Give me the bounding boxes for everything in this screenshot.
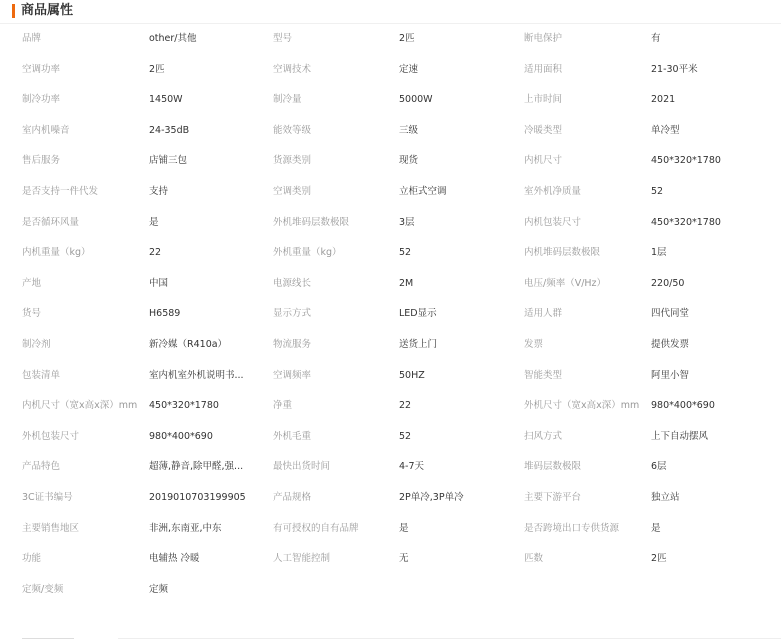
attribute-label-text: 内机重量（kg） <box>22 247 91 259</box>
attribute-row <box>0 177 781 208</box>
attribute-label <box>524 483 651 514</box>
bottom-divider-right <box>118 638 781 639</box>
attribute-value-text: 是 <box>651 522 661 534</box>
attribute-label <box>524 238 651 269</box>
attribute-label <box>273 85 399 116</box>
attribute-value <box>651 238 781 269</box>
attribute-value <box>399 299 524 330</box>
attribute-label <box>273 483 399 514</box>
attribute-label-text: 电压/频率（V/Hz） <box>524 277 607 289</box>
attribute-label-text: 室外机净质量 <box>524 185 582 197</box>
attribute-label <box>524 177 651 208</box>
attribute-label-text: 是否支持一件代发 <box>22 185 99 197</box>
attribute-value <box>651 483 781 514</box>
attribute-value-text: 非洲,东南亚,中东 <box>149 522 222 534</box>
attribute-value <box>399 483 524 514</box>
attribute-value-text: 980*400*690 <box>651 400 715 412</box>
attribute-label <box>524 330 651 361</box>
attribute-label <box>0 330 149 361</box>
attribute-value-text: 980*400*690 <box>149 430 213 442</box>
attribute-value <box>399 514 524 545</box>
attribute-row <box>0 269 781 300</box>
attribute-row <box>0 422 781 453</box>
attribute-value-text: 提供发票 <box>651 338 690 350</box>
attribute-value-text: 支持 <box>149 185 169 197</box>
attribute-value <box>399 208 524 239</box>
attribute-label <box>524 514 651 545</box>
attribute-label <box>524 299 651 330</box>
attribute-value-text: 450*320*1780 <box>651 216 721 228</box>
attribute-value-text: 新冷媒（R410a） <box>149 338 228 350</box>
attribute-label <box>273 146 399 177</box>
attribute-value-text: 电辅热 冷暖 <box>149 553 200 565</box>
attribute-value <box>651 422 781 453</box>
accent-bar <box>12 4 15 18</box>
attribute-label <box>0 299 149 330</box>
attribute-label <box>0 85 149 116</box>
attribute-value <box>149 24 273 55</box>
attribute-label <box>273 452 399 483</box>
bottom-divider <box>22 638 74 639</box>
attribute-label-text: 功能 <box>22 553 42 565</box>
attribute-label-text: 适用面积 <box>524 63 563 75</box>
attribute-value-text: 6层 <box>651 461 667 473</box>
attribute-label-text: 最快出货时间 <box>273 461 331 473</box>
attribute-value-text: 是 <box>149 216 159 228</box>
attribute-value <box>399 361 524 392</box>
attribute-value-text: 2M <box>399 277 414 289</box>
attribute-value-text: H6589 <box>149 308 181 320</box>
attribute-label-text: 电源线长 <box>273 277 312 289</box>
attribute-label-text: 适用人群 <box>524 308 563 320</box>
attribute-label <box>273 575 399 606</box>
attribute-label-text: 产品规格 <box>273 491 312 503</box>
attribute-value-text: 450*320*1780 <box>149 400 219 412</box>
attribute-label-text: 定频/变频 <box>22 583 64 595</box>
attribute-row <box>0 208 781 239</box>
attribute-value-text: 2021 <box>651 94 676 106</box>
attribute-row <box>0 575 781 606</box>
attribute-value-text: 阿里小智 <box>651 369 690 381</box>
attribute-label <box>273 391 399 422</box>
attribute-value-text: 52 <box>651 185 664 197</box>
attribute-value <box>651 514 781 545</box>
attribute-value-text: 店铺三包 <box>149 155 188 167</box>
attribute-value-text: 52 <box>399 247 412 259</box>
attribute-value-text: 2匹 <box>651 553 667 565</box>
attribute-label <box>273 55 399 86</box>
attribute-label <box>273 116 399 147</box>
attribute-label <box>0 177 149 208</box>
attribute-row <box>0 391 781 422</box>
attribute-label <box>524 452 651 483</box>
attribute-label-text: 人工智能控制 <box>273 553 331 565</box>
attribute-value-text: 1450W <box>149 94 183 106</box>
attribute-label <box>273 299 399 330</box>
attribute-label-text: 货号 <box>22 308 42 320</box>
attribute-label <box>0 575 149 606</box>
attribute-value <box>149 330 273 361</box>
attribute-value-text: 4-7天 <box>399 461 425 473</box>
attribute-label-text: 空调频率 <box>273 369 312 381</box>
attribute-value-text: 超薄,静音,除甲醛,强... <box>149 461 244 473</box>
attribute-value <box>651 85 781 116</box>
attribute-row <box>0 514 781 545</box>
attribute-label-text: 制冷功率 <box>22 94 61 106</box>
attribute-label-text: 是否循环风量 <box>22 216 80 228</box>
attribute-label-text: 发票 <box>524 338 544 350</box>
attribute-row <box>0 330 781 361</box>
attribute-value-text: 1层 <box>651 247 667 259</box>
attribute-value <box>399 24 524 55</box>
attribute-value-text: 有 <box>651 33 661 44</box>
attribute-value <box>149 422 273 453</box>
attribute-label-text: 内机包装尺寸 <box>524 216 582 228</box>
attribute-value <box>399 575 524 606</box>
attribute-label-text: 是否跨境出口专供货源 <box>524 522 620 534</box>
attribute-value <box>651 391 781 422</box>
attribute-label <box>273 24 399 55</box>
attribute-value-text: 无 <box>399 553 409 565</box>
attribute-label <box>0 269 149 300</box>
attribute-label-text: 产品特色 <box>22 461 61 473</box>
attribute-value <box>149 85 273 116</box>
attribute-label-text: 室内机噪音 <box>22 124 70 136</box>
attribute-label-text: 货源类别 <box>273 155 312 167</box>
attribute-value-text: 定频 <box>149 583 169 595</box>
attribute-row <box>0 116 781 147</box>
attribute-value <box>399 238 524 269</box>
attribute-label-text: 堆码层数极限 <box>524 461 582 473</box>
attribute-value-text: 定速 <box>399 63 419 75</box>
attribute-label-text: 品牌 <box>22 33 42 44</box>
attribute-label <box>273 177 399 208</box>
attribute-label <box>273 238 399 269</box>
attribute-label <box>524 146 651 177</box>
product-attributes-table <box>0 24 781 605</box>
attribute-row <box>0 24 781 55</box>
attribute-label <box>524 391 651 422</box>
attribute-value <box>399 55 524 86</box>
attribute-value-text: 单冷型 <box>651 124 680 136</box>
attribute-label <box>273 361 399 392</box>
attribute-label-text: 空调功率 <box>22 63 61 75</box>
attribute-value <box>651 116 781 147</box>
attribute-value <box>149 391 273 422</box>
attribute-label <box>273 544 399 575</box>
attribute-label <box>0 422 149 453</box>
attribute-value-text: 室内机室外机说明书... <box>149 369 244 381</box>
attribute-label <box>273 422 399 453</box>
attribute-value-text: LED显示 <box>399 308 437 320</box>
attribute-value <box>399 330 524 361</box>
attribute-row <box>0 299 781 330</box>
attribute-value-text: 21-30平米 <box>651 63 698 75</box>
attribute-label-text: 净重 <box>273 400 293 412</box>
attribute-value-text: 三级 <box>399 124 419 136</box>
attribute-label-text: 包装清单 <box>22 369 61 381</box>
attribute-value <box>399 116 524 147</box>
attribute-value <box>651 452 781 483</box>
attribute-value <box>651 146 781 177</box>
attribute-label <box>273 269 399 300</box>
attribute-label-text: 智能类型 <box>524 369 563 381</box>
attribute-value <box>149 116 273 147</box>
attribute-row <box>0 55 781 86</box>
attribute-value <box>651 575 781 606</box>
attribute-value <box>399 544 524 575</box>
attribute-value <box>149 544 273 575</box>
attribute-value <box>651 361 781 392</box>
attribute-label-text: 扫风方式 <box>524 430 563 442</box>
attribute-value <box>399 146 524 177</box>
attribute-label <box>0 238 149 269</box>
attribute-value <box>651 330 781 361</box>
attribute-label-text: 空调技术 <box>273 63 312 75</box>
attribute-value <box>149 514 273 545</box>
attribute-value <box>399 422 524 453</box>
attribute-label-text: 能效等级 <box>273 124 312 136</box>
attribute-label-text: 型号 <box>273 33 293 44</box>
attribute-value <box>149 299 273 330</box>
attribute-label-text: 内机堆码层数极限 <box>524 247 601 259</box>
attribute-label-text: 物流服务 <box>273 338 312 350</box>
attribute-label-text: 外机重量（kg） <box>273 247 342 259</box>
attribute-label-text: 外机尺寸（宽x高x深）mm <box>524 400 640 412</box>
attribute-value <box>399 85 524 116</box>
attribute-label-text: 产地 <box>22 277 42 289</box>
attribute-value-text: 2P单冷,3P单冷 <box>399 491 464 503</box>
attribute-row <box>0 452 781 483</box>
attribute-label <box>524 575 651 606</box>
attribute-label <box>0 116 149 147</box>
attribute-label <box>524 208 651 239</box>
attribute-value-text: 450*320*1780 <box>651 155 721 167</box>
attribute-label <box>524 24 651 55</box>
attribute-label <box>524 269 651 300</box>
attribute-row <box>0 544 781 575</box>
attribute-value-text: 独立站 <box>651 491 680 503</box>
attribute-label <box>524 55 651 86</box>
attribute-value <box>149 177 273 208</box>
attribute-label-text: 内机尺寸（宽x高x深）mm <box>22 400 138 412</box>
attribute-label-text: 显示方式 <box>273 308 312 320</box>
attribute-value <box>399 177 524 208</box>
attribute-value-text: 2匹 <box>399 33 415 44</box>
attribute-value-text: 现货 <box>399 155 419 167</box>
attribute-label-text: 外机堆码层数极限 <box>273 216 350 228</box>
attribute-value-text: 22 <box>399 400 412 412</box>
attribute-value-text: 中国 <box>149 277 169 289</box>
attribute-label-text: 内机尺寸 <box>524 155 563 167</box>
attribute-value-text: other/其他 <box>149 33 197 44</box>
attribute-row <box>0 85 781 116</box>
section-title: 商品属性 <box>21 3 74 18</box>
attribute-label-text: 主要下游平台 <box>524 491 582 503</box>
attribute-label-text: 外机包装尺寸 <box>22 430 80 442</box>
attribute-label <box>0 24 149 55</box>
attribute-value-text: 2019010703199905 <box>149 491 246 503</box>
attribute-value-text: 220/50 <box>651 277 685 289</box>
attribute-value <box>149 238 273 269</box>
attribute-label <box>0 483 149 514</box>
attribute-row <box>0 238 781 269</box>
attribute-label-text: 有可授权的自有品牌 <box>273 522 359 534</box>
attribute-label <box>273 514 399 545</box>
attribute-row <box>0 483 781 514</box>
attribute-value <box>149 55 273 86</box>
attribute-label <box>0 361 149 392</box>
attribute-value <box>651 208 781 239</box>
attribute-value <box>399 391 524 422</box>
attribute-value-text: 52 <box>399 430 412 442</box>
attribute-label <box>0 146 149 177</box>
attribute-value-text: 是 <box>399 522 409 534</box>
attribute-label <box>0 452 149 483</box>
attribute-label-text: 制冷量 <box>273 94 302 106</box>
attribute-value-text: 3层 <box>399 216 415 228</box>
attribute-label-text: 空调类别 <box>273 185 312 197</box>
attribute-label <box>0 208 149 239</box>
attribute-label-text: 制冷剂 <box>22 338 51 350</box>
attribute-label-text: 冷暖类型 <box>524 124 563 136</box>
attribute-label <box>0 514 149 545</box>
attribute-value-text: 上下自动摆风 <box>651 430 709 442</box>
attribute-label <box>524 361 651 392</box>
attribute-value-text: 5000W <box>399 94 433 106</box>
attribute-label <box>524 116 651 147</box>
attribute-label-text: 3C证书编号 <box>22 491 73 503</box>
attribute-label <box>524 422 651 453</box>
attribute-value-text: 四代同堂 <box>651 308 690 320</box>
attribute-value <box>149 269 273 300</box>
attribute-value <box>651 299 781 330</box>
attribute-row <box>0 361 781 392</box>
attribute-label <box>273 330 399 361</box>
attribute-value <box>651 269 781 300</box>
attribute-value <box>149 483 273 514</box>
attribute-value <box>149 452 273 483</box>
attribute-value <box>149 361 273 392</box>
attribute-value <box>399 269 524 300</box>
attribute-label-text: 售后服务 <box>22 155 61 167</box>
attribute-label-text: 上市时间 <box>524 94 563 106</box>
attribute-label <box>273 208 399 239</box>
attribute-value-text: 立柜式空调 <box>399 185 447 197</box>
attribute-value <box>149 146 273 177</box>
attribute-label-text: 匹数 <box>524 553 544 565</box>
attribute-value <box>149 208 273 239</box>
attribute-value-text: 24-35dB <box>149 124 190 136</box>
attribute-label-text: 外机毛重 <box>273 430 312 442</box>
attribute-value-text: 50HZ <box>399 369 425 381</box>
section-header <box>0 0 781 24</box>
attribute-label <box>0 544 149 575</box>
attribute-value-text: 2匹 <box>149 63 165 75</box>
attribute-label <box>524 544 651 575</box>
attribute-row <box>0 146 781 177</box>
attribute-value <box>399 452 524 483</box>
attribute-value <box>651 544 781 575</box>
attribute-label <box>0 55 149 86</box>
attribute-value <box>651 177 781 208</box>
attribute-value-text: 送货上门 <box>399 338 438 350</box>
attribute-label-text: 断电保护 <box>524 33 563 44</box>
attribute-value <box>149 575 273 606</box>
attribute-label <box>0 391 149 422</box>
attribute-label-text: 主要销售地区 <box>22 522 80 534</box>
attribute-label <box>524 85 651 116</box>
attribute-value-text: 22 <box>149 247 162 259</box>
attribute-value <box>651 55 781 86</box>
attribute-value <box>651 24 781 55</box>
